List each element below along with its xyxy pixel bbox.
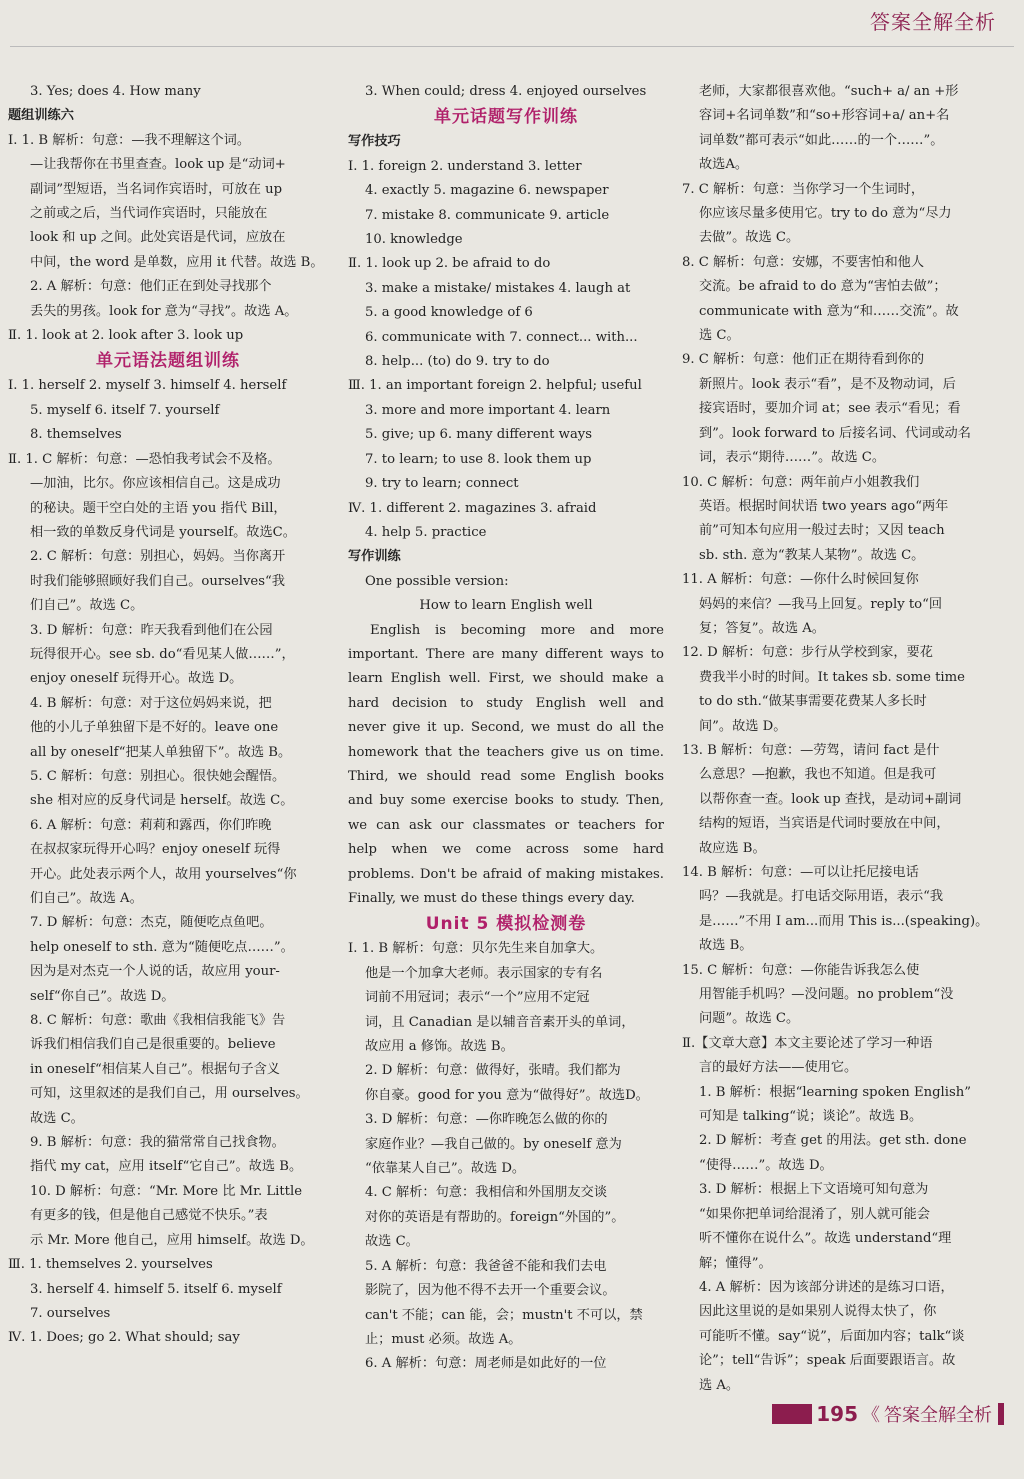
col1-line: 3. herself 4. himself 5. itself 6. myself [30,1281,282,1297]
col3-line: 结构的短语，当宾语是代词时要放在中间， [699,816,950,832]
col2-line: 6. A 解析：句意：周老师是如此好的一位 [365,1356,607,1372]
col3-line: 9. C 解析：句意：他们正在期待看到你的 [682,352,925,368]
col3-line: 12. D 解析：句意：步行从学校到家，要花 [682,645,933,661]
col2-line: 7. to learn; to use 8. look them up [365,451,592,467]
col1-line: 10. D 解析：句意：“Mr. More 比 Mr. Little [30,1183,302,1199]
col1-line: Ⅰ. 1. herself 2. myself 3. himself 4. herself [8,378,287,394]
col3-line: 到”。look forward to 后接名词、代词或动名 [699,425,971,441]
col2-line: problems. Don't be afraid of making mistakes. [348,866,664,882]
col2-line: 10. knowledge [365,232,463,248]
col1-line: 副词”型短语，当名词作宾语时，可放在 up [30,181,283,197]
col2-line: 止；must 必须。故选 A。 [365,1331,522,1347]
col2-line: never give it up. Second, we must do all the [348,720,664,736]
col2-line: 4. help 5. practice [365,524,487,540]
col3-line: 解；懂得”。 [699,1255,772,1271]
col3-line: 故应选 B。 [699,840,766,856]
col1-line: Ⅰ. 1. B 解析：句意：—我不理解这个词。 [8,132,251,148]
col3-line: 英语。根据时间状语 two years ago“两年 [699,498,949,514]
col3-line: 言的最好方法——使用它。 [699,1060,858,1076]
col2-line: 9. try to learn; connect [365,476,519,492]
col3-line: 故选A。 [699,157,749,173]
footer-end-bar [998,1403,1004,1425]
col2-line: 7. mistake 8. communicate 9. article [365,207,610,223]
col3-line: 选 C。 [699,328,740,344]
col3-line: 11. A 解析：句意：—你什么时候回复你 [682,572,919,588]
col1-line: 时我们能够照顾好我们自己。ourselves“我 [30,573,285,589]
col3-line: 老师，大家都很喜欢他。“such+ a/ an +形 [699,84,959,99]
col2-line: 他是一个加拿大老师。表示国家的专有名 [365,965,603,981]
col2-line: important. There are many different ways to [348,646,664,662]
col1-line: all by oneself“把某人单独留下”。故选 B。 [30,744,292,760]
col1-line: 们自己”。故选 A。 [30,891,143,906]
col2-line: 影院了，因为他不得不去开一个重要会议。 [365,1283,616,1299]
col3-line: 前”可知本句应用一般过去时；又因 teach [699,523,945,539]
col3-line: 妈妈的来信？—我马上回复。reply to“回 [699,596,943,612]
col1-line: 在叔叔家玩得开心吗？enjoy oneself 玩得 [30,842,281,858]
col2-line: 3. D 解析：句意：—你昨晚怎么做的你的 [365,1112,608,1128]
col3-line: 吗？—我就是。打电话交际用语，表示“我 [699,889,944,905]
col2-line: 家庭作业？—我自己做的。by oneself 意为 [365,1136,622,1152]
col1-line: 8. themselves [30,427,122,443]
col1-line: 指代 my cat，应用 itself“它自己”。故选 B。 [30,1159,303,1175]
col2-line: How to learn English well [419,598,593,614]
header-rule [10,46,1014,47]
col2-line: 5. a good knowledge of 6 [365,305,533,321]
column-3 [682,80,1000,1398]
col3-line: 以帮你查一查。look up 查找，是动词+副词 [699,791,962,807]
col3-line: 可能听不懂。say“说”，后面加内容；talk“谈 [699,1328,965,1344]
col3-line: 是……”不用 I am...而用 This is...(speaking)。 [699,913,989,929]
col1-line: —加油，比尔。你应该相信自己。这是成功 [30,476,281,492]
col3-line: 10. C 解析：句意：两年前卢小姐教我们 [682,474,920,490]
col1-line: 丢失的男孩。look for 意为“寻找”。故选 A。 [30,303,298,319]
column-2 [348,80,664,1377]
col1-line: 7. ourselves [30,1305,111,1321]
col1-line: Ⅲ. 1. themselves 2. yourselves [8,1257,213,1273]
col1-line: 9. B 解析：句意：我的猫常常自己找食物。 [30,1135,285,1151]
col1-line: self“你自己”。故选 D。 [30,988,175,1004]
col3-line: Ⅱ.【文章大意】本文主要论述了学习一种语 [682,1035,933,1051]
col1-line: 8. C 解析：句意：歌曲《我相信我能飞》告 [30,1013,286,1029]
col2-line: 4. exactly 5. magazine 6. newspaper [365,183,609,199]
col1-line: Ⅱ. 1. C 解析：句意：—恐怕我考试会不及格。 [8,451,281,467]
col2-line: Ⅰ. 1. B 解析：句意：贝尔先生来自加拿大。 [348,941,604,957]
col2-line: help when we come across some hard [348,842,664,858]
col3-line: 8. C 解析：句意：安娜，不要害怕和他人 [682,254,925,270]
col3-line: 2. D 解析：考查 get 的用法。get sth. done [699,1133,967,1149]
col3-line: 15. C 解析：句意：—你能告诉我怎么使 [682,962,920,978]
col3-line: 1. B 解析：根据“learning spoken English” [699,1084,971,1100]
col1-line: 们自己”。故选 C。 [30,598,144,614]
col3-line: 3. D 解析：根据上下文语境可知句意为 [699,1182,929,1198]
col1-line: help oneself to sth. 意为“随便吃点……”。 [30,939,294,955]
col3-line: 费我半小时的时间。It takes sb. some time [699,669,965,685]
col2-line: 3. make a mistake/ mistakes 4. laugh at [365,280,631,296]
col3-line: 问题”。故选 C。 [699,1011,800,1027]
col2-line: can't 不能；can 能，会；mustn't 不可以，禁 [365,1307,643,1323]
col1-line: 4. B 解析：句意：对于这位妈妈来说，把 [30,695,272,711]
col2-line: 故应用 a 修饰。故选 B。 [365,1039,514,1055]
col3-line: 用智能手机吗？—没问题。no problem“没 [699,987,954,1003]
col2-line: 词前不用冠词；表示“一个”应用不定冠 [365,990,590,1006]
page-number: 195 [816,1402,858,1426]
col2-line: 你自豪。good for you 意为“做得好”。故选D。 [365,1087,649,1103]
col1-line: 5. C 解析：句意：别担心。很快她会醒悟。 [30,768,286,784]
col1-line: 相一致的单数反身代词是 yourself。故选C。 [30,524,296,540]
col1-line: 诉我们相信我们自己是很重要的。believe [30,1037,276,1053]
col2-line: Ⅰ. 1. foreign 2. understand 3. letter [348,158,582,174]
col1-line: 中间，the word 是单数，应用 it 代替。故选 B。 [30,254,324,270]
col3-line: 间”。故选 D。 [699,718,787,734]
col2-line: 词，且 Canadian 是以辅音音素开头的单词， [365,1014,635,1030]
col2-line: 8. help... (to) do 9. try to do [365,354,550,370]
col1-line: 单元语法题组训练 [96,351,240,372]
col3-line: 4. A 解析：因为该部分讲述的是练习口语， [699,1279,954,1295]
col2-line: and buy some exercise books to study. Then, [348,793,664,809]
col3-line: 词，表示“期待……”。故选 C。 [699,450,886,466]
col2-line: 5. give; up 6. many different ways [365,427,593,443]
col3-line: 复；答复”。故选 A。 [699,620,825,636]
col3-line: 去做”。故选 C。 [699,230,800,246]
col2-line: Unit 5 模拟检测卷 [425,914,587,935]
col3-line: sb. sth. 意为“教某人某物”。故选 C。 [699,547,925,563]
col2-line: Third, we should read some English books [348,768,664,784]
col1-line: 开心。此处表示两个人，故用 yourselves“你 [30,866,297,882]
page-footer [772,1401,1004,1427]
col1-line: Ⅱ. 1. look at 2. look after 3. look up [8,328,244,344]
col1-line: Ⅳ. 1. Does; go 2. What should; say [8,1330,240,1346]
col2-line: 写作技巧 [348,134,401,150]
col2-line: 写作训练 [348,549,401,565]
col3-line: 选 A。 [699,1377,740,1393]
col2-line: learn English well. First, we should make a [348,671,664,687]
col1-line: 玩得很开心。see sb. do“看见某人做……”， [30,646,295,662]
col1-line: 3. D 解析：句意：昨天我看到他们在公园 [30,622,273,638]
col1-line: look 和 up 之间。此处宾语是代词，应放在 [30,230,286,246]
col3-line: “如果你把单词给混淆了，别人就可能会 [699,1206,930,1222]
page-header-title: 答案全解全析 [870,10,996,34]
col3-line: 听不懂你在说什么”。故选 understand“理 [699,1231,952,1247]
col3-line: 因此这里说的是如果别人说得太快了，你 [699,1304,937,1320]
col1-line: 2. C 解析：句意：别担心，妈妈。当你离开 [30,549,286,565]
footer-bar [772,1404,812,1424]
col1-line: 3. Yes; does 4. How many [30,84,201,99]
col2-line: 故选 C。 [365,1234,419,1250]
col1-line: 示 Mr. More 他自己，应用 himself。故选 D。 [30,1232,314,1248]
col3-line: 新照片。look 表示“看”，是不及物动词，后 [699,376,956,392]
col2-line: Ⅳ. 1. different 2. magazines 3. afraid [348,500,597,516]
col1-line: enjoy oneself 玩得开心。故选 D。 [30,671,243,687]
col2-line: Ⅱ. 1. look up 2. be afraid to do [348,256,551,272]
col2-line: 2. D 解析：句意：做得好，张晴。我们都为 [365,1063,621,1079]
col1-line: 7. D 解析：句意：杰克，随便吃点鱼吧。 [30,915,273,931]
col1-line: —让我帮你在书里查查。look up 是“动词+ [30,157,286,173]
col1-line: 6. A 解析：句意：莉莉和露西，你们昨晚 [30,817,272,833]
col2-line: 单元话题写作训练 [434,107,578,128]
col2-line: we can ask our classmates or teachers for [348,817,664,833]
col3-line: “使得……”。故选 D。 [699,1157,833,1173]
col2-line: Finally, we must do these things every day. [348,891,635,906]
col3-line: 13. B 解析：句意：—劳驾，请问 fact 是什 [682,742,940,758]
col3-line: 容词+名词单数”和“so+形容词+a/ an+名 [699,108,950,124]
col1-line: 可知，这里叙述的是我们自己，用 ourselves。 [30,1086,309,1102]
col2-line: “依靠某人自己”。故选 D。 [365,1161,526,1177]
footer-title: 答案全解全析 [884,1405,992,1426]
col3-line: 词单数”都可表示“如此……的一个……”。 [699,132,944,148]
col3-line: 14. B 解析：句意：—可以让托尼接电话 [682,865,919,880]
col1-line: 有更多的钱，但是他自己感觉不快乐。”表 [30,1208,268,1224]
col3-line: 么意思？—抱歉，我也不知道。但是我可 [699,767,937,783]
col1-line: 他的小儿子单独留下是不好的。leave one [30,720,279,736]
col2-line: English is becoming more and more [370,622,664,638]
col2-line: homework that the teachers give us on time. [348,744,664,760]
col1-line: 2. A 解析：句意：他们正在到处寻找那个 [30,279,272,295]
col2-line: 3. more and more important 4. learn [365,402,611,418]
col1-line: 因为是对杰克一个人说的话，故应用 your- [30,964,280,980]
col2-line: 4. C 解析：句意：我相信和外国朋友交谈 [365,1185,608,1201]
col3-line: 7. C 解析：句意：当你学习一个生词时， [682,181,925,197]
col1-line: 的秘诀。题干空白处的主语 you 指代 Bill， [30,500,287,516]
col2-line: 3. When could; dress 4. enjoyed ourselves [365,84,647,99]
col3-line: 故选 B。 [699,938,753,954]
col3-line: to do sth.“做某事需要花费某人多长时 [699,694,927,710]
col3-line: 接宾语时，要加介词 at；see 表示“看见；看 [699,401,961,417]
col2-line: 5. A 解析：句意：我爸爸不能和我们去电 [365,1258,607,1274]
col2-line: Ⅲ. 1. an important foreign 2. helpful; useful [348,378,642,394]
col2-line: 对你的英语是有帮助的。foreign“外国的”。 [365,1209,625,1225]
column-1 [8,80,328,1351]
col1-line: 5. myself 6. itself 7. yourself [30,402,220,418]
chevron-icon: 《 [862,1405,880,1426]
col1-line: 之前或之后，当代词作宾语时，只能放在 [30,206,268,222]
col3-line: 论”；tell“告诉”；speak 后面要跟语言。故 [699,1353,956,1369]
col1-line: 题组训练六 [8,108,74,124]
col2-line: hard decision to study English well and [348,695,664,711]
col2-line: 6. communicate with 7. connect... with... [365,329,638,345]
col1-line: in oneself“相信某人自己”。根据句子含义 [30,1061,280,1077]
col2-line: One possible version: [365,573,509,589]
col3-line: 可知是 talking“说；谈论”。故选 B。 [699,1109,923,1125]
col3-line: communicate with 意为“和……交流”。故 [699,303,959,319]
col3-line: 你应该尽量多使用它。try to do 意为“尽力 [699,206,952,222]
col1-line: 故选 C。 [30,1110,84,1126]
col3-line: 交流。be afraid to do 意为“害怕去做”； [699,279,947,295]
col1-line: she 相对应的反身代词是 herself。故选 C。 [30,793,294,809]
